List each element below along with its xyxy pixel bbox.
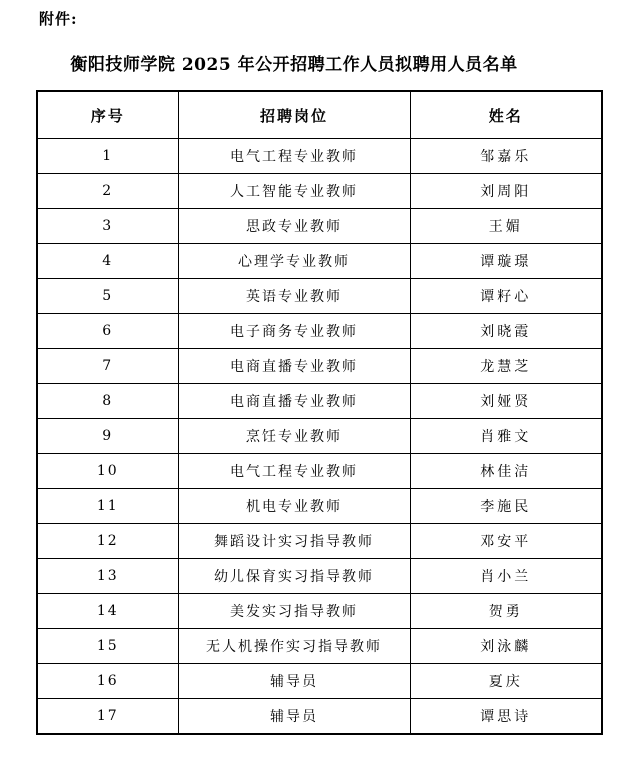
serial-cell: 14 [37, 594, 178, 629]
serial-cell: 11 [37, 489, 178, 524]
position-cell: 幼儿保育实习指导教师 [178, 559, 410, 594]
position-cell: 电子商务专业教师 [178, 314, 410, 349]
position-cell: 辅导员 [178, 664, 410, 699]
name-cell: 肖雅文 [410, 419, 602, 454]
position-cell: 烹饪专业教师 [178, 419, 410, 454]
position-cell: 电商直播专业教师 [178, 349, 410, 384]
position-cell: 思政专业教师 [178, 209, 410, 244]
serial-cell: 15 [37, 629, 178, 664]
table-header-row [37, 91, 602, 139]
serial-cell: 9 [37, 419, 178, 454]
name-cell: 龙慧芝 [410, 349, 602, 384]
serial-cell: 3 [37, 209, 178, 244]
position-cell: 心理学专业教师 [178, 244, 410, 279]
position-cell: 美发实习指导教师 [178, 594, 410, 629]
name-cell: 林佳洁 [410, 454, 602, 489]
position-cell: 机电专业教师 [178, 489, 410, 524]
page-title: 衡阳技师学院 2025 年公开招聘工作人员拟聘用人员名单 [70, 55, 518, 75]
position-cell: 辅导员 [178, 699, 410, 735]
name-cell: 夏庆 [410, 664, 602, 699]
table-row [37, 244, 602, 279]
serial-cell: 12 [37, 524, 178, 559]
name-cell: 刘周阳 [410, 174, 602, 209]
personnel-table [36, 90, 603, 735]
table-body [37, 139, 602, 735]
serial-cell: 2 [37, 174, 178, 209]
table-row [37, 664, 602, 699]
serial-cell: 1 [37, 139, 178, 174]
name-cell: 谭思诗 [410, 699, 602, 735]
header-position: 招聘岗位 [178, 91, 410, 139]
serial-cell: 17 [37, 699, 178, 735]
position-cell: 无人机操作实习指导教师 [178, 629, 410, 664]
header-name: 姓名 [410, 91, 602, 139]
serial-cell: 6 [37, 314, 178, 349]
table-row [37, 419, 602, 454]
serial-cell: 7 [37, 349, 178, 384]
name-cell: 邹嘉乐 [410, 139, 602, 174]
table-row [37, 629, 602, 664]
serial-cell: 16 [37, 664, 178, 699]
name-cell: 刘娅贤 [410, 384, 602, 419]
table-row [37, 524, 602, 559]
table-row [37, 699, 602, 735]
position-cell: 英语专业教师 [178, 279, 410, 314]
name-cell: 刘泳麟 [410, 629, 602, 664]
header-serial-number: 序号 [37, 91, 178, 139]
name-cell: 谭籽心 [410, 279, 602, 314]
name-cell: 谭璇璟 [410, 244, 602, 279]
name-cell: 王媚 [410, 209, 602, 244]
table-row [37, 594, 602, 629]
serial-cell: 5 [37, 279, 178, 314]
table-row [37, 139, 602, 174]
name-cell: 贺勇 [410, 594, 602, 629]
table-row [37, 209, 602, 244]
serial-cell: 10 [37, 454, 178, 489]
position-cell: 电气工程专业教师 [178, 139, 410, 174]
position-cell: 人工智能专业教师 [178, 174, 410, 209]
name-cell: 李施民 [410, 489, 602, 524]
serial-cell: 4 [37, 244, 178, 279]
serial-cell: 13 [37, 559, 178, 594]
table-row [37, 489, 602, 524]
name-cell: 肖小兰 [410, 559, 602, 594]
position-cell: 电商直播专业教师 [178, 384, 410, 419]
table-row [37, 174, 602, 209]
position-cell: 电气工程专业教师 [178, 454, 410, 489]
table-row [37, 454, 602, 489]
name-cell: 邓安平 [410, 524, 602, 559]
serial-cell: 8 [37, 384, 178, 419]
table-row [37, 279, 602, 314]
position-cell: 舞蹈设计实习指导教师 [178, 524, 410, 559]
attachment-label: 附件: [39, 10, 78, 28]
table-row [37, 559, 602, 594]
name-cell: 刘晓霞 [410, 314, 602, 349]
table-row [37, 349, 602, 384]
table-row [37, 384, 602, 419]
table-row [37, 314, 602, 349]
